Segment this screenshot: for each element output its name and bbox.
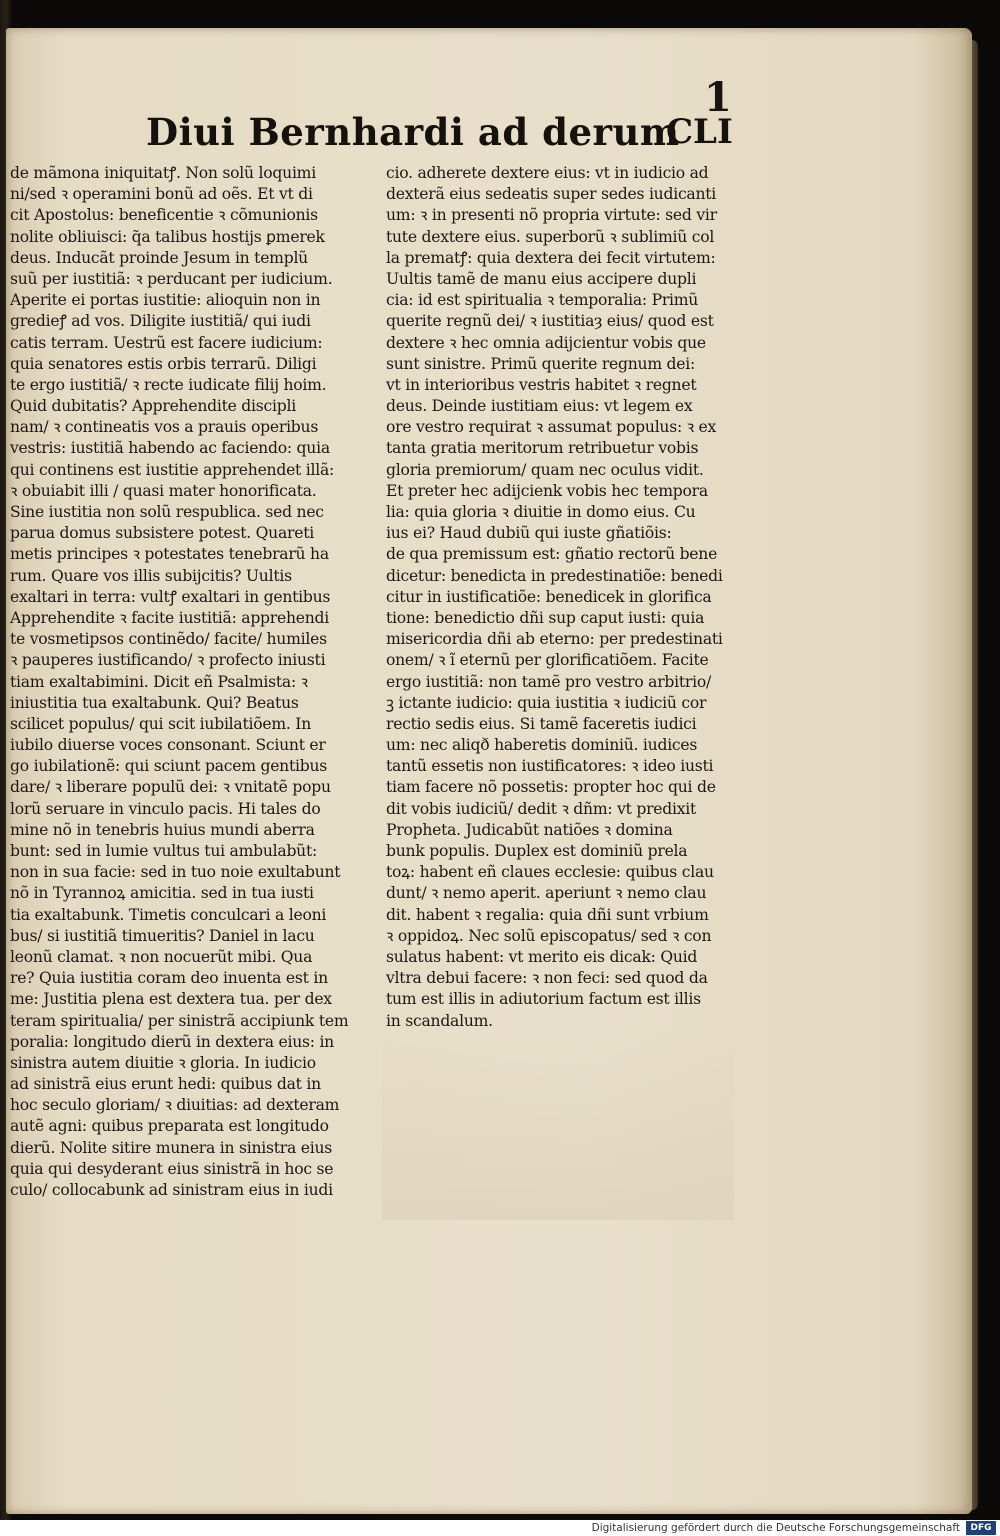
text-line: Apprehendite ꝛ facite iustitiã: apprehendi (10, 608, 330, 627)
text-line: tia exaltabunk. Timetis conculcari a leoni (10, 905, 327, 924)
text-line: querite regnũ dei/ ꝛ iustitiaȝ eius/ quod est (386, 312, 714, 331)
text-line: Et preter hec adijcienk vobis hec tempora (386, 481, 708, 500)
funding-credit: Digitalisierung gefördert durch die Deutsche Forschungsgemeinschaft (591, 1522, 960, 1534)
text-line: um: nec aliqð haberetis dominiũ. iudices (386, 736, 698, 755)
text-line: te vosmetipsos continẽdo/ facite/ humiles (10, 630, 327, 649)
dfg-logo: DFG (966, 1521, 996, 1535)
text-line: in scandalum. (386, 1011, 493, 1030)
running-head: Diui Bernhardi ad derum (146, 110, 680, 154)
text-line: dextere ꝛ hec omnia adijcientur vobis que (386, 333, 706, 352)
text-line: re? Quia iustitia coram deo inuenta est in (10, 969, 328, 988)
text-line: tum est illis in adiutorium factum est illis (386, 990, 701, 1009)
text-line: ore vestro requirat ꝛ assumat populus: ꝛ ex (386, 418, 717, 437)
text-line: tute dextere eius. superborũ ꝛ sublimiũ col (386, 227, 715, 246)
text-line: sinistra autem diuitie ꝛ gloria. In iudicio (10, 1053, 316, 1072)
text-line: suũ per iustitiã: ꝛ perducant per iudicium. (10, 269, 333, 288)
text-line: ꝫ ictante iudicio: quia iustitia ꝛ iudiciũ cor (386, 693, 707, 712)
text-line: dit. habent ꝛ regalia: quia dñi sunt vrbium (386, 905, 709, 924)
text-line: me: Justitia plena est dextera tua. per dex (10, 990, 332, 1009)
right-text-column (386, 163, 732, 1032)
text-line: sunt sinistre. Primũ querite regnum dei: (386, 354, 696, 373)
text-line: hoc seculo gloriam/ ꝛ diuitias: ad dexteram (10, 1096, 340, 1115)
text-line: deus. Inducãt proinde Jesum in templũ (10, 248, 308, 267)
text-line: metis principes ꝛ potestates tenebrarũ ha (10, 545, 329, 564)
text-line: de mãmona iniquitatꝭ. Non solũ loquimi (10, 164, 316, 182)
text-line: ꝛ pauperes iustificando/ ꝛ profecto iniusti (10, 651, 326, 670)
folio-number: CLI (666, 112, 733, 152)
text-line: deus. Deinde iustitiam eius: vt legem ex (386, 397, 693, 416)
text-line: Aperite ei portas iustitie: alioquin non in (10, 291, 321, 310)
text-line: autẽ agni: quibus preparata est longitudo (10, 1117, 329, 1136)
text-line: citur in iustificatiõe: benedicek in glorifica (386, 587, 712, 606)
folio-mark: 1 (704, 74, 732, 121)
text-line: mine nõ in tenebris huius mundi aberra (10, 820, 315, 839)
text-line: um: ꝛ in presenti nõ propria virtute: sed vir (386, 206, 717, 225)
text-line: lia: quia gloria ꝛ diuitie in domo eius. Cu (386, 503, 696, 521)
text-line: ius ei? Haud dubiũ qui iuste gñatiõis: (386, 524, 672, 543)
text-line: parua domus subsistere potest. Quareti (10, 524, 314, 543)
paper-strip (382, 1030, 734, 1220)
text-line: sulatus habent: vt merito eis dicak: Quid (386, 947, 698, 966)
text-line: cit Apostolus: beneficentie ꝛ cõmunionis (10, 206, 318, 225)
left-text-column (10, 163, 376, 1201)
text-line: scilicet populus/ qui scit iubilatiõem. In (10, 714, 311, 733)
text-line: go iubilationẽ: qui sciunt pacem gentibus (10, 757, 328, 776)
text-line: dunt/ ꝛ nemo aperit. aperiunt ꝛ nemo clau (386, 884, 707, 903)
text-line: rum. Quare vos illis subijcitis? Uultis (10, 566, 292, 585)
text-line: catis terram. Uestrũ est facere iudicium: (10, 333, 323, 352)
text-line: nolite obliuisci: q̃a talibus hostijs ꝑmerek (10, 227, 325, 246)
text-line: Uultis tamẽ de manu eius accipere dupli (386, 269, 697, 288)
text-line: rectio sedis eius. Si tamẽ faceretis iudici (386, 714, 697, 733)
text-line: bunt: sed in lumie vultus tui ambulabũt: (10, 842, 317, 860)
text-line: dierũ. Nolite sitire munera in sinistra eius (10, 1138, 333, 1157)
text-line: iubilo diuerse voces consonant. Sciunt er (10, 736, 326, 755)
text-line: nam/ ꝛ contineatis vos a prauis operibus (10, 418, 319, 437)
text-line: leonũ clamat. ꝛ non nocuerũt mibi. Qua (10, 947, 313, 966)
text-line: tiam exaltabimini. Dicit eñ Psalmista: ꝛ (10, 672, 308, 691)
text-line: bunk populis. Duplex est dominiũ prela (386, 842, 688, 860)
text-line: tantũ essetis non iustificatores: ꝛ ideo iusti (386, 757, 714, 776)
text-line: cio. adherete dextere eius: vt in iudicio ad (386, 164, 709, 182)
text-line: gloria premiorum/ quam nec oculus vidit. (386, 460, 704, 479)
text-line: te ergo iustitiã/ ꝛ recte iudicate filij hoim. (10, 375, 327, 394)
text-line: vt in interioribus vestris habitet ꝛ regnet (386, 375, 697, 394)
text-line: dicetur: benedicta in predestinatiõe: benedi (386, 566, 723, 585)
text-line: ꝛ obuiabit illi / quasi mater honorificata. (10, 481, 317, 500)
text-line: culo/ collocabunk ad sinistram eius in iudi (10, 1181, 333, 1199)
text-line: qui continens est iustitie apprehendet illã: (10, 460, 335, 479)
text-line: bus/ si iustitiã timueritis? Daniel in lacu (10, 926, 315, 945)
text-line: dexterã eius sedeatis super sedes iudicanti (386, 185, 717, 204)
text-line: teram spiritualia/ per sinistrã accipiunk tem (10, 1011, 349, 1030)
text-line: ni/sed ꝛ operamini bonũ ad oẽs. Et vt di (10, 185, 313, 204)
text-line: de qua premissum est: gñatio rectorũ bene (386, 545, 718, 564)
text-line: vltra debui facere: ꝛ non feci: sed quod da (386, 969, 708, 988)
text-line: la prematꝭ: quia dextera dei fecit virtutem: (386, 248, 716, 267)
text-line: gredieꝭ ad vos. Diligite iustitiã/ qui iudi (10, 312, 311, 331)
text-line: ad sinistrã eius erunt hedi: quibus dat in (10, 1075, 321, 1094)
text-line: tione: benedictio dñi sup caput iusti: quia (386, 608, 705, 627)
text-line: quia qui desyderant eius sinistrã in hoc se (10, 1159, 334, 1178)
text-line: iniustitia tua exaltabunk. Qui? Beatus (10, 693, 299, 712)
text-line: non in sua facie: sed in tuo noie exultabunt (10, 863, 341, 882)
text-line: ꝛ oppidoꝝ. Nec solũ episcopatus/ sed ꝛ con (386, 926, 712, 945)
text-line: tiam facere nõ possetis: propter hoc qui de (386, 778, 716, 797)
text-line: dare/ ꝛ liberare populũ dei: ꝛ vnitatẽ popu (10, 778, 331, 797)
text-line: Propheta. Judicabũt natiões ꝛ domina (386, 820, 673, 839)
text-line: onem/ ꝛ ĩ eternũ per glorificatiõem. Facite (386, 651, 709, 670)
text-line: dit vobis iudiciũ/ dedit ꝛ dñm: vt predixit (386, 799, 697, 818)
text-line: exaltari in terra: vultꝭ exaltari in gentibus (10, 587, 331, 606)
text-line: Quid dubitatis? Apprehendite discipli (10, 397, 296, 416)
text-line: misericordia dñi ab eterno: per predestinati (386, 630, 723, 649)
text-line: ergo iustitiã: non tamẽ pro vestro arbitrio/ (386, 672, 711, 691)
text-line: quia senatores estis orbis terrarũ. Diligi (10, 354, 317, 373)
text-line: poralia: longitudo dierũ in dextera eius: in (10, 1032, 334, 1051)
text-line: tanta gratia meritorum retribuetur vobis (386, 439, 699, 458)
text-line: cia: id est spiritualia ꝛ temporalia: Primũ (386, 291, 699, 310)
text-line: toꝝ: habent eñ claues ecclesie: quibus clau (386, 863, 714, 882)
text-line: nõ in Tyrannoꝝ amicitia. sed in tua iusti (10, 884, 314, 903)
text-line: lorũ seruare in vinculo pacis. Hi tales do (10, 799, 321, 818)
text-line: vestris: iustitiã habendo ac faciendo: quia (10, 439, 330, 458)
text-line: Sine iustitia non solũ respublica. sed nec (10, 503, 324, 521)
